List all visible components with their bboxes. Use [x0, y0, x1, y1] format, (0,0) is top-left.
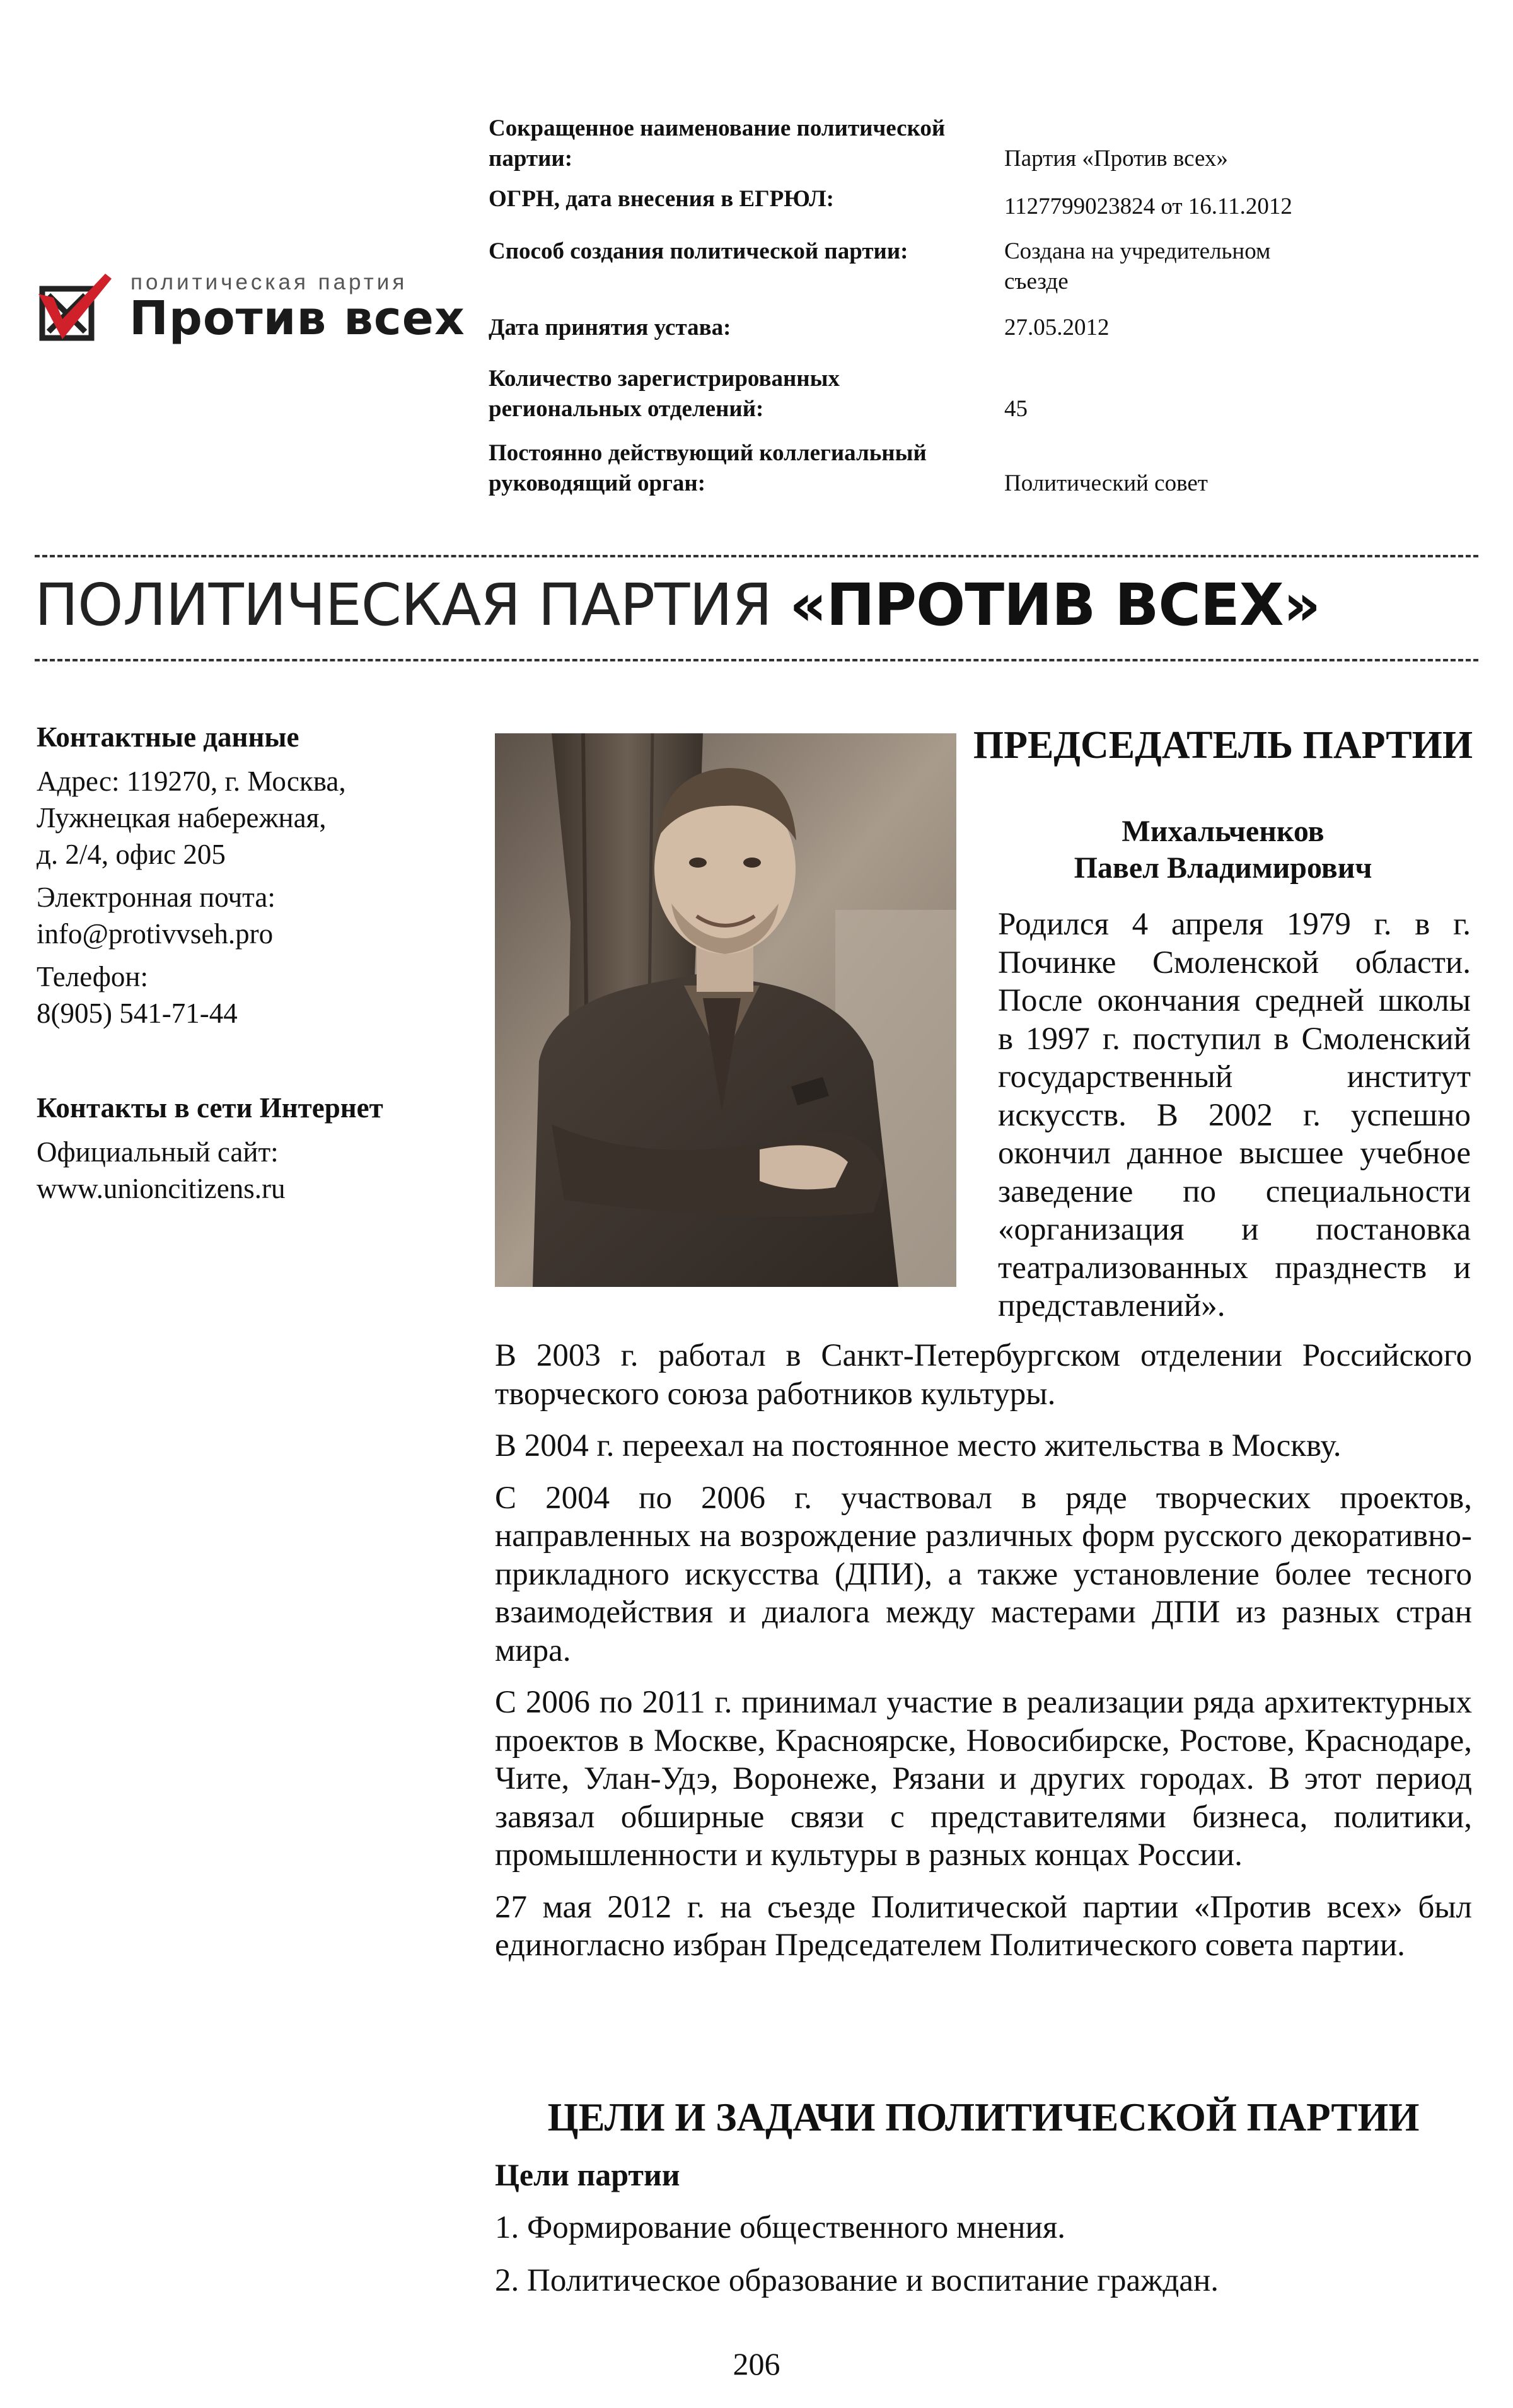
bio-paragraph: В 2003 г. работал в Санкт-Петербургском отделении Российского творческого союза работников культуры.: [495, 1338, 1472, 1412]
contacts-column: [37, 719, 446, 1213]
goals-heading: ЦЕЛИ И ЗАДАЧИ ПОЛИТИЧЕСКОЙ ПАРТИИ: [547, 2095, 1420, 2139]
page-title: [35, 571, 1478, 640]
info-label: Сокращенное наименование политической партии:: [489, 115, 946, 172]
info-label: Постоянно действующий коллегиальный руководящий орган:: [489, 440, 927, 496]
party-logo: [35, 265, 465, 353]
bio-paragraph: В 2004 г. переехал на постоянное место жительства в Москву.: [495, 1428, 1342, 1463]
info-value: Политический совет: [1004, 470, 1208, 496]
info-value: Партия «Против всех»: [1004, 146, 1228, 172]
site-value: www.unioncitizens.ru: [37, 1173, 286, 1204]
phone-value: 8(905) 541-71-44: [37, 998, 238, 1029]
info-label: Количество зарегистрированных региональных отделений:: [489, 366, 840, 422]
info-value: 1127799023824 от 16.11.2012: [1004, 194, 1292, 219]
internet-heading: Контакты в сети Интернет: [37, 1092, 383, 1124]
goal-item: 1. Формирование общественного мнения.: [495, 2210, 1066, 2245]
email-label: Электронная почта:: [37, 881, 275, 913]
email-block: [37, 879, 446, 952]
info-value: 27.05.2012: [1004, 315, 1110, 340]
info-value: Создана на учредительном съезде: [1004, 238, 1271, 294]
chairman-heading: ПРЕДСЕДАТЕЛЬ ПАРТИИ: [973, 724, 1473, 767]
info-label: Способ создания политической партии:: [489, 238, 908, 264]
site-block: [37, 1134, 446, 1207]
phone-block: [37, 958, 446, 1032]
info-label: Дата принятия устава:: [489, 315, 731, 340]
phone-label: Телефон:: [37, 961, 148, 992]
divider-top: [35, 555, 1478, 557]
ballot-checkmark-icon: [35, 270, 113, 349]
contacts-heading: Контактные данные: [37, 721, 299, 753]
bio-paragraph: 27 мая 2012 г. на съезде Политической партии «Против всех» был единогласно избран Председателем Политического совета партии.: [495, 1889, 1472, 1963]
divider-bottom: [35, 659, 1478, 661]
address-line: Лужнецкая набережная,: [37, 802, 327, 834]
bio-paragraph: С 2006 по 2011 г. принимал участие в реализации ряда архитектурных проектов в Москве, Красноярске, Новосибирске, Ростове, Краснодаре, Чите, Улан-Удэ, Воронеже, Рязани и других городах. В этот период завязал обширные связи с представителями бизнеса, политики, промышленности и культуры в разных концах России.: [495, 1685, 1472, 1873]
email-value: info@protivvseh.pro: [37, 918, 274, 950]
goal-item: 2. Политическое образование и воспитание граждан.: [495, 2263, 1219, 2298]
chairman-name: [971, 813, 1475, 887]
chairman-photo: [495, 733, 956, 1287]
bio-body: [495, 1337, 1472, 1979]
logo-subtitle: политическая партия: [130, 270, 408, 294]
site-label: Официальный сайт:: [37, 1136, 279, 1168]
address-line: Адрес: 119270, г. Москва,: [37, 765, 346, 797]
logo-title: Против всех: [129, 291, 465, 346]
address-line: д. 2/4, офис 205: [37, 839, 226, 870]
address-block: [37, 763, 446, 873]
goals-subheading: Цели партии: [495, 2157, 680, 2192]
bio-paragraph: С 2004 по 2006 г. участвовал в ряде творческих проектов, направленных на возрождение различных форм русского декоративно-прикладного искусства (ДПИ), а также установление более тесного взаимодействия и диалога между мастерами ДПИ из разных стран мира.: [495, 1480, 1472, 1668]
info-value: 45: [1004, 396, 1028, 422]
page-number: 206: [733, 2346, 780, 2382]
page-title-bold: «ПРОТИВ ВСЕХ»: [789, 571, 1321, 639]
bio-intro: Родился 4 апреля 1979 г. в г. Починке Смоленской области. После окончания средней школы в 1997 г. поступил в Смоленский государственный институт искусств. В 2002 г. успешно окончил данное высшее учебное заведение по специальности «организация и постановка театрализованных празднеств и представлений».: [998, 907, 1471, 1323]
chairman-surname: Михальченков: [1122, 815, 1325, 848]
page-title-light: ПОЛИТИЧЕСКАЯ ПАРТИЯ: [35, 571, 790, 639]
info-label: ОГРН, дата внесения в ЕГРЮЛ:: [489, 186, 834, 212]
chairman-given-names: Павел Владимирович: [1074, 851, 1372, 885]
